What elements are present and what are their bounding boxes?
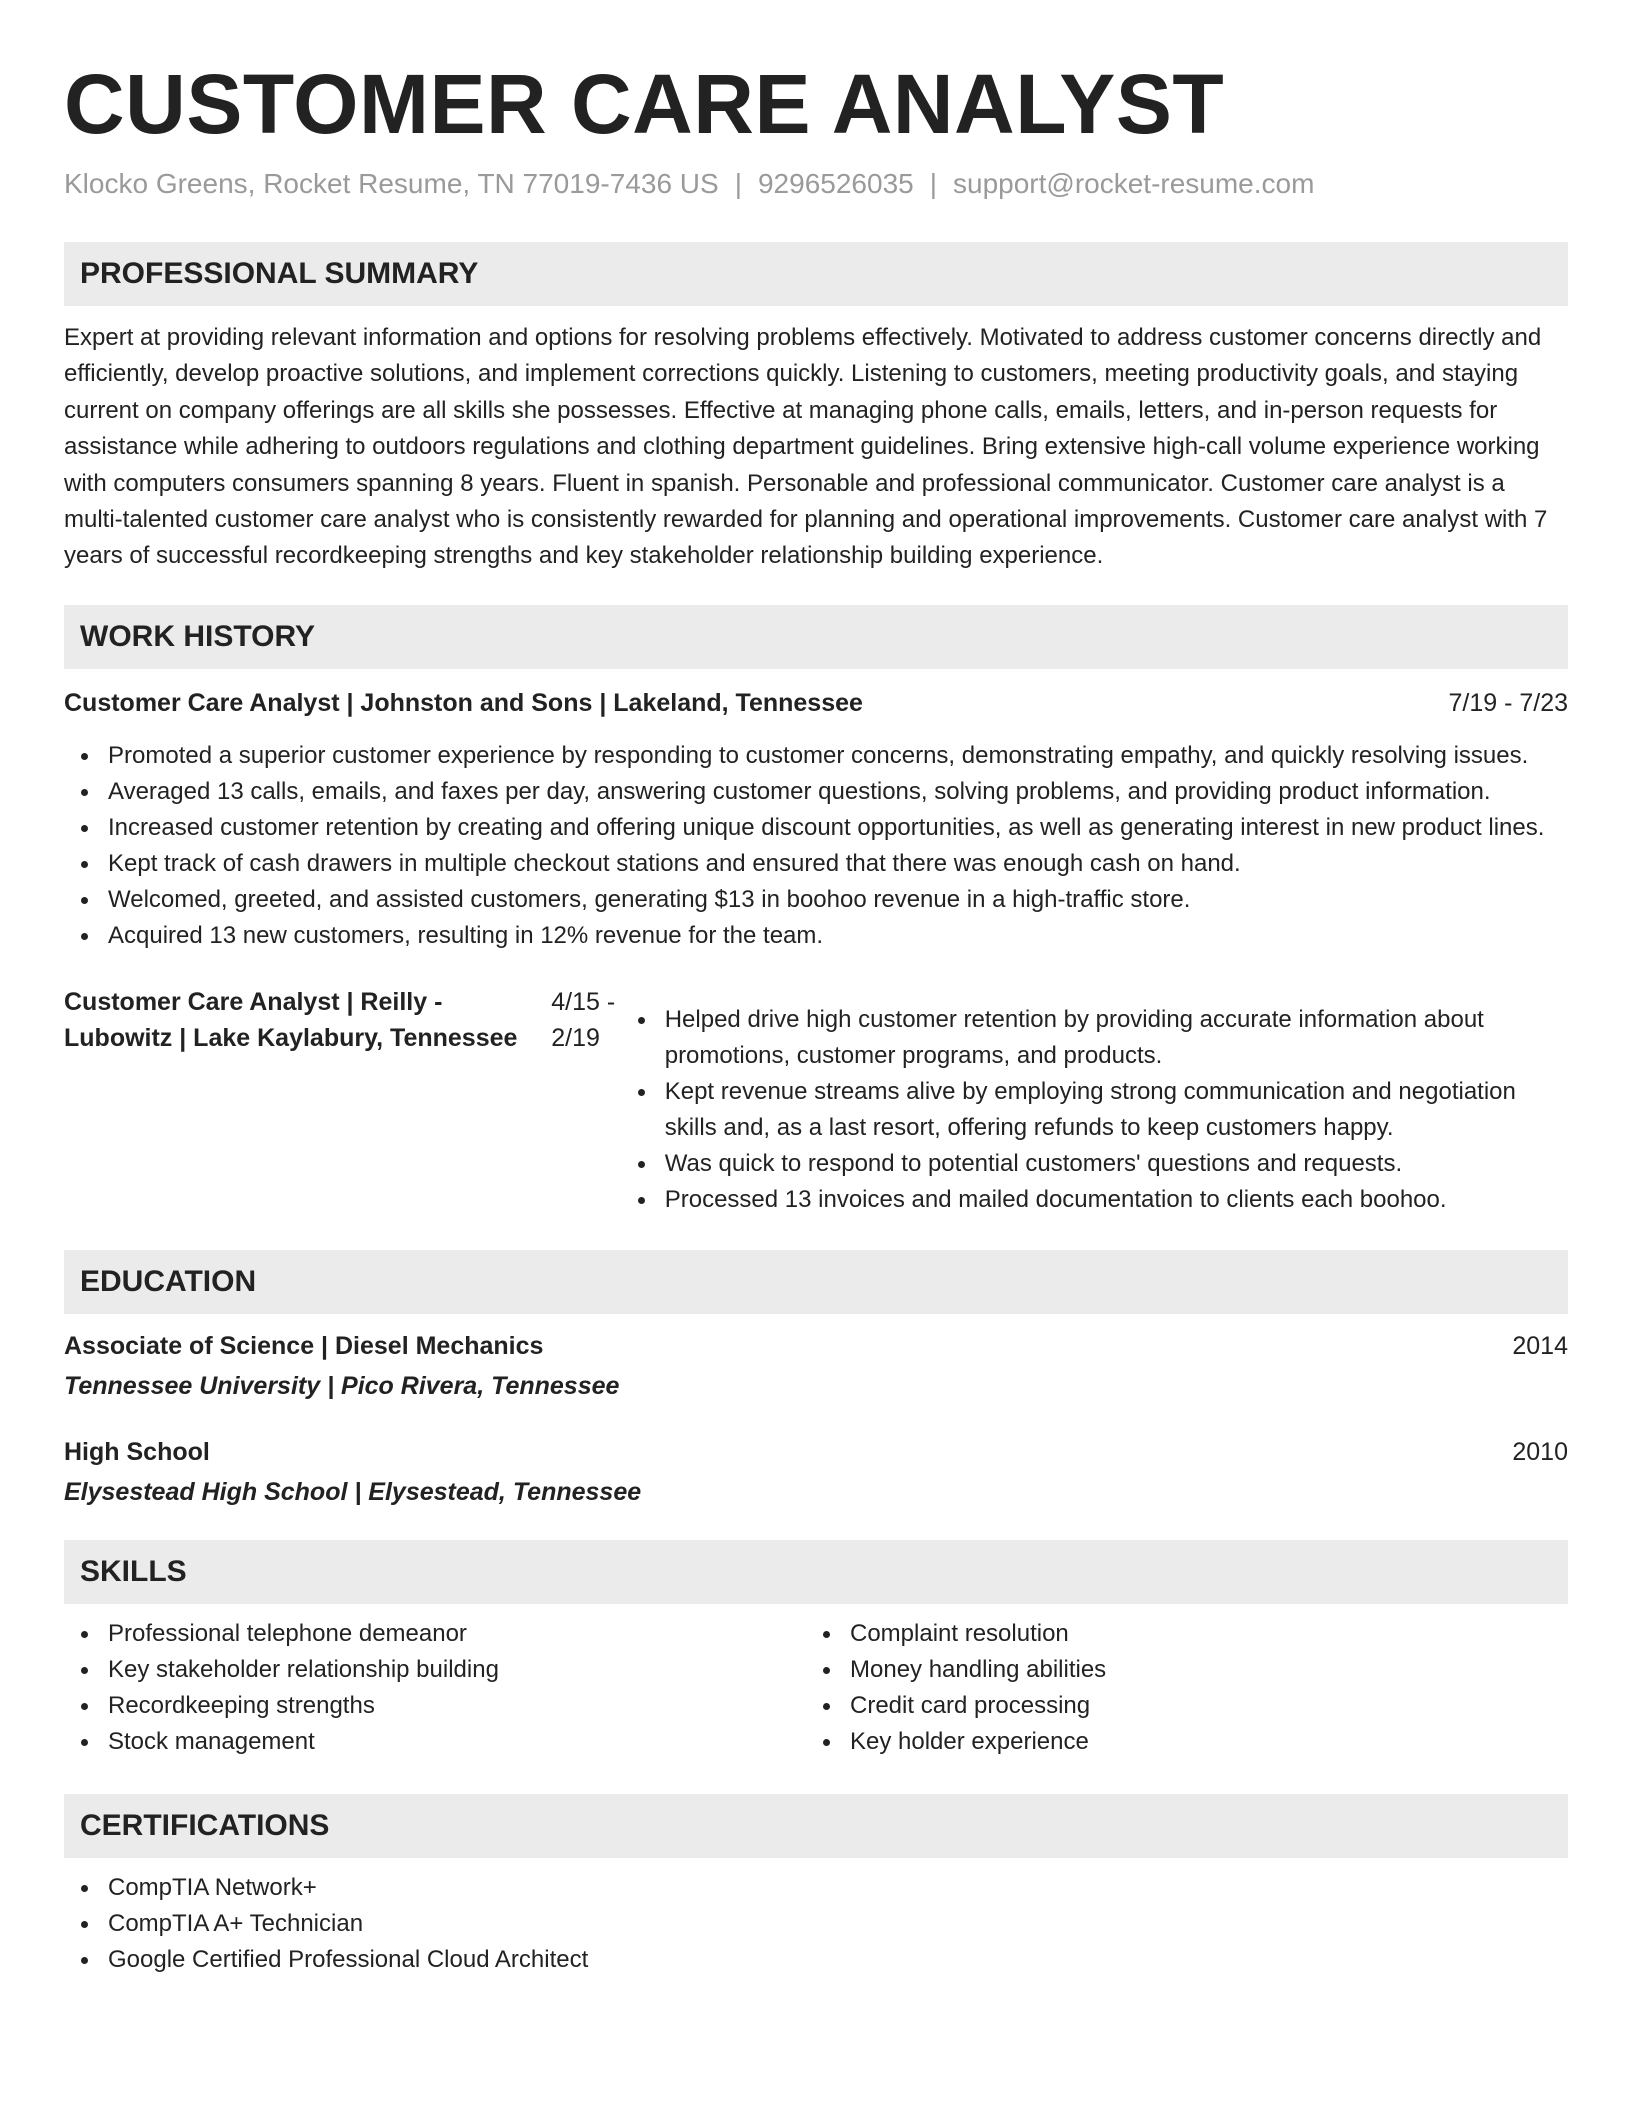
job-dates: 4/15 - 2/19 — [551, 987, 616, 1052]
education-school: Tennessee University | Pico Rivera, Tennessee — [64, 1371, 620, 1400]
section-heading-skills: SKILLS — [64, 1540, 1568, 1604]
list-item: Was quick to respond to potential customers' questions and requests. — [621, 1146, 1568, 1182]
contact-phone: 9296526035 — [757, 168, 914, 199]
section-heading-education: EDUCATION — [64, 1250, 1568, 1314]
list-item: Acquired 13 new customers, resulting in 12% revenue for the team. — [64, 918, 1568, 954]
list-item: Averaged 13 calls, emails, and faxes per day, answering customer questions, solving problems, and providing product information. — [64, 774, 1568, 810]
list-item: Helped drive high customer retention by providing accurate information about promotions, customer programs, and products. — [621, 1002, 1568, 1074]
education-header — [64, 1328, 1568, 1364]
list-item: CompTIA A+ Technician — [64, 1906, 1568, 1942]
list-item: Kept revenue streams alive by employing strong communication and negotiation skills and, as a last resort, offering refunds to keep customers happy. — [621, 1074, 1568, 1146]
summary-text: Expert at providing relevant information and options for resolving problems effectively. Motivated to address customer concerns directly and efficiently, develop proactive solutions, and implement corrections quickly. Listening to customers, meeting productivity goals, and staying current on company offerings are all skills she possesses. Effective at managing phone calls, emails, letters, and in-person requests for assistance while adhering to outdoors regulations and clothing department guidelines. Bring extensive high-call volume experience working with computers consumers spanning 8 years. Fluent in spanish. Personable and professional communicator. Customer care analyst is a multi-talented customer care analyst who is consistently rewarded for planning and operational improvements. Customer care analyst with 7 years of successful recordkeeping strengths and key stakeholder relationship building experience. — [64, 324, 1548, 570]
education-header — [64, 1434, 1568, 1470]
job-entry — [64, 984, 1568, 1978]
skills-list-right — [806, 1616, 1548, 1760]
job-entry — [64, 685, 1568, 954]
list-item: Google Certified Professional Cloud Architect — [64, 1942, 1568, 1978]
job-bullets — [621, 1002, 1568, 1218]
contact-separator: | — [929, 168, 937, 199]
list-item: Complaint resolution — [806, 1616, 1548, 1652]
job-title: Customer Care Analyst | Reilly - Lubowitz | Lake Kaylabury, Tennessee — [64, 987, 518, 1052]
list-item: Kept track of cash drawers in multiple checkout stations and ensured that there was enough cash on hand. — [64, 846, 1568, 882]
contact-separator: | — [734, 168, 742, 199]
job-header — [64, 685, 1568, 721]
education-entry — [64, 1434, 1568, 1510]
education-school: Elysestead High School | Elysestead, Tennessee — [64, 1477, 642, 1506]
list-item: Professional telephone demeanor — [64, 1616, 806, 1652]
section-heading-certifications: CERTIFICATIONS — [64, 1794, 1568, 1858]
job-bullets — [64, 738, 1568, 954]
list-item: Key holder experience — [806, 1724, 1548, 1760]
list-item: Promoted a superior customer experience by responding to customer concerns, demonstrating empathy, and quickly resolving issues. — [64, 738, 1568, 774]
education-entry — [64, 1328, 1568, 1404]
section-heading-work-history: WORK HISTORY — [64, 605, 1568, 669]
candidate-name: CUSTOMER CARE ANALYST — [64, 57, 1225, 151]
section-heading-summary: PROFESSIONAL SUMMARY — [64, 242, 1568, 306]
skills-list-left — [64, 1616, 806, 1760]
education-degree: Associate of Science | Diesel Mechanics — [64, 1331, 544, 1360]
contact-email: support@rocket-resume.com — [953, 168, 1315, 199]
education-degree: High School — [64, 1437, 210, 1466]
job-title: Customer Care Analyst | Johnston and Sons | Lakeland, Tennessee — [64, 688, 863, 717]
skills-columns — [64, 1616, 1568, 1760]
list-item: Processed 13 invoices and mailed documentation to clients each boohoo. — [621, 1182, 1568, 1218]
job-header — [64, 984, 1568, 1218]
education-year: 2010 — [1512, 1437, 1568, 1466]
list-item: Money handling abilities — [806, 1652, 1548, 1688]
job-dates: 7/19 - 7/23 — [1448, 688, 1568, 717]
list-item: Key stakeholder relationship building — [64, 1652, 806, 1688]
list-item: Credit card processing — [806, 1688, 1548, 1724]
list-item: Stock management — [64, 1724, 806, 1760]
list-item: Recordkeeping strengths — [64, 1688, 806, 1724]
education-year: 2014 — [1512, 1331, 1568, 1360]
list-item: Welcomed, greeted, and assisted customers, generating $13 in boohoo revenue in a high-traffic store. — [64, 882, 1568, 918]
list-item: Increased customer retention by creating and offering unique discount opportunities, as well as generating interest in new product lines. — [64, 810, 1568, 846]
certifications-list — [64, 1870, 1568, 1978]
contact-address: Klocko Greens, Rocket Resume, TN 77019-7436 US — [64, 168, 719, 199]
list-item: CompTIA Network+ — [64, 1870, 1568, 1906]
contact-line — [64, 164, 1568, 204]
